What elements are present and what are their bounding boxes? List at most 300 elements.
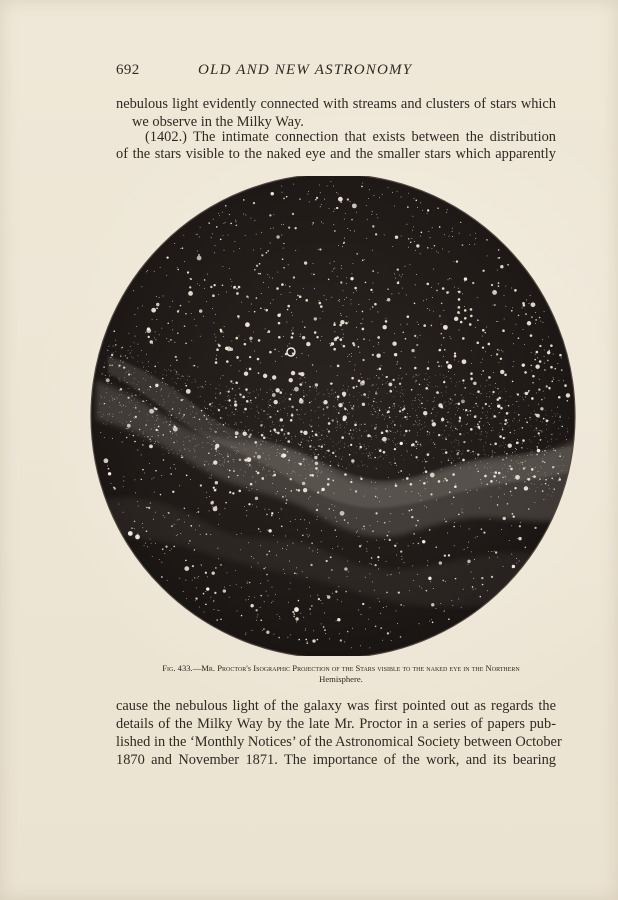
star-dot xyxy=(452,430,453,431)
star-dot xyxy=(451,451,452,452)
star-dot xyxy=(542,451,543,452)
star-dot xyxy=(385,320,388,323)
star-dot xyxy=(498,413,499,414)
star-dot xyxy=(462,244,464,246)
star-dot xyxy=(214,245,215,246)
star-dot xyxy=(287,415,288,416)
star-dot xyxy=(122,362,123,363)
star-dot xyxy=(402,390,403,391)
star-dot xyxy=(508,443,512,447)
star-dot xyxy=(173,453,174,454)
star-dot xyxy=(339,457,340,458)
star-dot xyxy=(372,530,374,532)
star-dot xyxy=(447,412,448,413)
star-dot xyxy=(418,375,419,376)
star-dot xyxy=(304,465,305,466)
star-dot xyxy=(527,321,531,325)
star-dot xyxy=(214,489,217,492)
star-dot xyxy=(189,540,191,542)
star-dot xyxy=(534,430,535,431)
star-dot xyxy=(228,399,230,401)
star-dot xyxy=(219,460,220,461)
star-dot xyxy=(430,237,431,238)
star-dot xyxy=(318,445,320,447)
star-dot xyxy=(424,505,425,506)
star-dot xyxy=(558,380,559,381)
star-dot xyxy=(278,512,279,513)
star-dot xyxy=(378,457,379,458)
star-dot xyxy=(444,377,445,378)
star-dot xyxy=(267,392,268,393)
star-dot xyxy=(416,344,418,346)
star-dot xyxy=(518,401,519,402)
star-dot xyxy=(142,527,143,528)
star-dot xyxy=(290,419,293,422)
star-dot xyxy=(340,313,341,314)
star-dot xyxy=(357,400,358,401)
star-dot xyxy=(487,393,488,394)
star-dot xyxy=(449,408,450,409)
star-map-illustration xyxy=(88,176,578,656)
star-dot xyxy=(470,234,471,235)
star-dot xyxy=(193,438,194,439)
star-dot xyxy=(480,386,481,387)
star-dot xyxy=(141,479,143,481)
star-dot xyxy=(229,397,230,398)
star-dot xyxy=(225,205,227,207)
star-dot xyxy=(259,457,260,458)
star-dot xyxy=(336,444,337,445)
top-paragraph-line-2: we observe in the Milky Way. xyxy=(132,114,304,130)
star-dot xyxy=(240,360,241,361)
star-dot xyxy=(390,631,391,632)
star-dot xyxy=(144,545,145,546)
star-dot xyxy=(194,365,196,367)
star-dot xyxy=(303,392,304,393)
star-dot xyxy=(272,587,273,588)
star-dot xyxy=(451,600,452,601)
star-dot xyxy=(321,490,322,491)
star-dot xyxy=(337,399,338,400)
star-dot xyxy=(353,463,354,464)
star-dot xyxy=(522,427,524,429)
star-dot xyxy=(255,416,256,417)
star-dot xyxy=(319,248,321,250)
star-dot xyxy=(109,407,110,408)
star-dot xyxy=(410,264,411,265)
star-dot xyxy=(268,595,269,596)
star-dot xyxy=(184,421,185,422)
star-dot xyxy=(302,482,305,485)
star-dot xyxy=(332,548,333,549)
star-dot xyxy=(309,474,311,476)
star-dot xyxy=(441,421,442,422)
star-dot xyxy=(194,319,195,320)
star-dot xyxy=(397,623,398,624)
star-dot xyxy=(531,468,534,471)
star-dot xyxy=(525,461,526,462)
star-dot xyxy=(348,522,349,523)
star-dot xyxy=(516,401,517,402)
star-dot xyxy=(491,551,492,552)
star-dot xyxy=(401,556,402,557)
star-dot xyxy=(401,197,402,198)
star-dot xyxy=(378,458,379,459)
star-dot xyxy=(166,338,167,339)
star-dot xyxy=(404,435,405,436)
star-dot xyxy=(266,554,268,556)
star-dot xyxy=(251,556,252,557)
star-dot xyxy=(368,458,369,459)
star-dot xyxy=(251,467,252,468)
star-dot xyxy=(438,434,440,436)
star-dot xyxy=(183,235,184,236)
star-dot xyxy=(247,434,248,435)
star-dot xyxy=(371,411,372,412)
star-dot xyxy=(360,425,361,426)
star-dot xyxy=(163,515,164,516)
star-dot xyxy=(167,384,168,385)
star-dot xyxy=(535,319,537,321)
star-dot xyxy=(350,230,351,231)
star-dot xyxy=(194,451,195,452)
star-dot xyxy=(333,394,334,395)
star-dot xyxy=(237,450,238,451)
star-dot xyxy=(102,373,103,374)
star-dot xyxy=(244,506,245,507)
star-dot xyxy=(193,448,194,449)
star-dot xyxy=(170,414,171,415)
star-dot xyxy=(373,401,375,403)
star-dot xyxy=(339,299,340,300)
star-dot xyxy=(412,230,413,231)
star-dot xyxy=(486,415,487,416)
star-dot xyxy=(105,378,106,379)
star-dot xyxy=(447,421,449,423)
star-dot xyxy=(287,346,288,347)
bottom-paragraph-line-1: cause the nebulous light of the galaxy was first pointed out as regards the xyxy=(116,698,556,714)
star-dot xyxy=(400,324,401,325)
star-dot xyxy=(384,522,386,524)
star-dot xyxy=(205,384,206,385)
star-dot xyxy=(173,387,174,388)
star-dot xyxy=(111,354,113,356)
star-dot xyxy=(225,502,227,504)
star-dot xyxy=(362,403,365,406)
star-dot xyxy=(467,547,468,548)
star-dot xyxy=(357,339,358,340)
star-dot xyxy=(127,397,129,399)
star-dot xyxy=(355,490,357,492)
star-dot xyxy=(498,456,499,457)
star-dot xyxy=(384,438,385,439)
star-dot xyxy=(120,355,121,356)
star-dot xyxy=(391,574,392,575)
star-dot xyxy=(168,369,169,370)
star-dot xyxy=(326,299,327,300)
star-dot xyxy=(419,423,420,424)
star-dot xyxy=(235,390,236,391)
star-dot xyxy=(118,504,119,505)
star-dot xyxy=(141,454,142,455)
star-dot xyxy=(323,430,324,431)
star-dot xyxy=(407,324,408,325)
star-dot xyxy=(385,409,386,410)
star-dot xyxy=(265,459,266,460)
star-dot xyxy=(448,279,449,280)
star-dot xyxy=(567,400,569,402)
star-dot xyxy=(187,463,188,464)
star-dot xyxy=(481,528,483,530)
star-dot xyxy=(215,337,216,338)
star-dot xyxy=(280,409,281,410)
star-dot xyxy=(350,405,351,406)
star-dot xyxy=(176,374,177,375)
star-dot xyxy=(251,488,252,489)
star-dot xyxy=(154,366,156,368)
star-dot xyxy=(394,424,396,426)
star-dot xyxy=(487,422,488,423)
star-dot xyxy=(132,394,133,395)
star-dot xyxy=(163,296,164,297)
star-dot xyxy=(168,450,169,451)
star-dot xyxy=(160,390,161,391)
star-dot xyxy=(402,393,403,394)
star-dot xyxy=(290,394,292,396)
star-dot xyxy=(360,645,361,646)
star-dot xyxy=(356,290,357,291)
star-dot xyxy=(489,396,490,397)
star-dot xyxy=(203,447,204,448)
star-dot xyxy=(231,286,232,287)
star-dot xyxy=(289,589,290,590)
star-dot xyxy=(353,430,354,431)
star-dot xyxy=(413,424,414,425)
star-dot xyxy=(173,427,178,432)
star-dot xyxy=(336,620,337,621)
star-dot xyxy=(288,459,290,461)
star-dot xyxy=(387,427,388,428)
star-dot xyxy=(547,360,549,362)
star-dot xyxy=(435,375,436,376)
star-dot xyxy=(548,485,549,486)
star-dot xyxy=(234,450,235,451)
star-dot xyxy=(200,336,201,337)
star-dot xyxy=(263,453,264,454)
star-dot xyxy=(356,422,357,423)
star-dot xyxy=(371,437,372,438)
star-dot xyxy=(112,416,113,417)
star-dot xyxy=(261,293,262,294)
star-dot xyxy=(155,331,156,332)
star-dot xyxy=(477,423,479,425)
star-dot xyxy=(215,361,218,364)
star-dot xyxy=(264,509,265,510)
star-dot xyxy=(129,371,130,372)
star-dot xyxy=(509,419,510,420)
star-dot xyxy=(475,403,477,405)
star-dot xyxy=(146,354,147,355)
star-dot xyxy=(534,502,535,503)
star-dot xyxy=(482,329,485,332)
star-dot xyxy=(375,626,377,628)
star-dot xyxy=(393,379,395,381)
star-dot xyxy=(544,369,546,371)
star-dot xyxy=(376,214,377,215)
star-dot xyxy=(438,365,440,367)
star-dot xyxy=(471,441,472,442)
star-dot xyxy=(321,222,322,223)
star-dot xyxy=(195,429,196,430)
star-dot xyxy=(182,375,183,376)
star-dot xyxy=(323,408,325,410)
star-dot xyxy=(379,368,382,371)
star-dot xyxy=(382,325,386,329)
star-dot xyxy=(534,411,535,412)
star-dot xyxy=(267,530,268,531)
star-dot xyxy=(272,422,273,423)
star-dot xyxy=(379,409,380,410)
star-dot xyxy=(347,228,348,229)
star-dot xyxy=(372,414,373,415)
star-dot xyxy=(444,380,445,381)
star-dot xyxy=(314,288,315,289)
star-dot xyxy=(240,549,241,550)
star-dot xyxy=(241,615,243,617)
star-dot xyxy=(365,449,366,450)
star-dot xyxy=(283,198,285,200)
star-dot xyxy=(243,432,247,436)
star-dot xyxy=(295,472,296,473)
star-dot xyxy=(400,393,401,394)
star-dot xyxy=(265,309,268,312)
star-dot xyxy=(249,582,251,584)
star-dot xyxy=(135,492,136,493)
star-dot xyxy=(482,359,483,360)
star-dot xyxy=(201,565,202,566)
star-dot xyxy=(159,404,160,405)
star-dot xyxy=(218,294,219,295)
star-dot xyxy=(225,400,226,401)
star-dot xyxy=(559,478,561,480)
star-dot xyxy=(469,244,470,245)
star-dot xyxy=(497,557,498,558)
star-dot xyxy=(438,480,441,483)
star-dot xyxy=(392,381,393,382)
star-dot xyxy=(251,408,252,409)
star-dot xyxy=(341,268,342,269)
star-dot xyxy=(371,414,372,415)
star-dot xyxy=(344,219,345,220)
star-dot xyxy=(361,377,362,378)
star-dot xyxy=(483,425,484,426)
star-dot xyxy=(390,574,391,575)
star-dot xyxy=(309,548,310,549)
star-dot xyxy=(472,451,474,453)
star-dot xyxy=(136,326,137,327)
star-dot xyxy=(404,416,406,418)
star-dot xyxy=(269,416,271,418)
star-dot xyxy=(400,636,402,638)
star-dot xyxy=(277,430,278,431)
star-dot xyxy=(158,432,159,433)
star-dot xyxy=(446,439,447,440)
star-dot xyxy=(169,411,170,412)
star-dot xyxy=(182,247,184,249)
star-dot xyxy=(322,603,323,604)
star-dot xyxy=(310,614,311,615)
star-dot xyxy=(493,430,494,431)
star-dot xyxy=(442,287,445,290)
star-dot xyxy=(302,439,303,440)
star-dot xyxy=(354,410,355,411)
star-dot xyxy=(482,346,484,348)
star-dot xyxy=(505,483,507,485)
star-dot xyxy=(289,406,290,407)
star-dot xyxy=(245,322,250,327)
star-dot xyxy=(499,362,500,363)
star-dot xyxy=(352,386,354,388)
star-dot xyxy=(331,471,332,472)
star-dot xyxy=(120,356,122,358)
star-dot xyxy=(347,561,348,562)
star-dot xyxy=(159,334,160,335)
star-dot xyxy=(184,566,189,571)
star-dot xyxy=(231,281,232,282)
star-dot xyxy=(199,607,200,608)
star-dot xyxy=(500,407,503,410)
star-dot xyxy=(154,443,155,444)
star-dot xyxy=(417,435,418,436)
star-dot xyxy=(198,511,200,513)
star-dot xyxy=(405,405,406,406)
star-dot xyxy=(528,508,530,510)
star-dot xyxy=(290,634,291,635)
star-dot xyxy=(376,402,377,403)
star-dot xyxy=(330,461,331,462)
star-dot xyxy=(180,450,181,451)
star-dot xyxy=(205,603,207,605)
star-dot xyxy=(330,439,331,440)
star-dot xyxy=(563,457,564,458)
star-dot xyxy=(371,557,373,559)
star-dot xyxy=(120,360,121,361)
star-dot xyxy=(143,392,144,393)
star-dot xyxy=(531,455,532,456)
star-dot xyxy=(212,506,213,507)
star-dot xyxy=(211,403,212,404)
star-dot xyxy=(517,538,518,539)
star-dot xyxy=(486,484,488,486)
star-dot xyxy=(340,441,341,442)
star-dot xyxy=(148,336,150,338)
star-dot xyxy=(328,469,329,470)
star-dot xyxy=(184,508,186,510)
star-dot xyxy=(127,424,131,428)
star-dot xyxy=(407,419,408,420)
star-dot xyxy=(551,434,552,435)
star-dot xyxy=(249,402,250,403)
star-dot xyxy=(495,452,496,453)
star-dot xyxy=(558,396,561,399)
star-dot xyxy=(283,224,284,225)
star-dot xyxy=(311,474,314,477)
star-dot xyxy=(422,407,423,408)
star-dot xyxy=(314,387,315,388)
star-dot xyxy=(282,496,284,498)
star-dot xyxy=(220,417,222,419)
star-dot xyxy=(348,446,349,447)
